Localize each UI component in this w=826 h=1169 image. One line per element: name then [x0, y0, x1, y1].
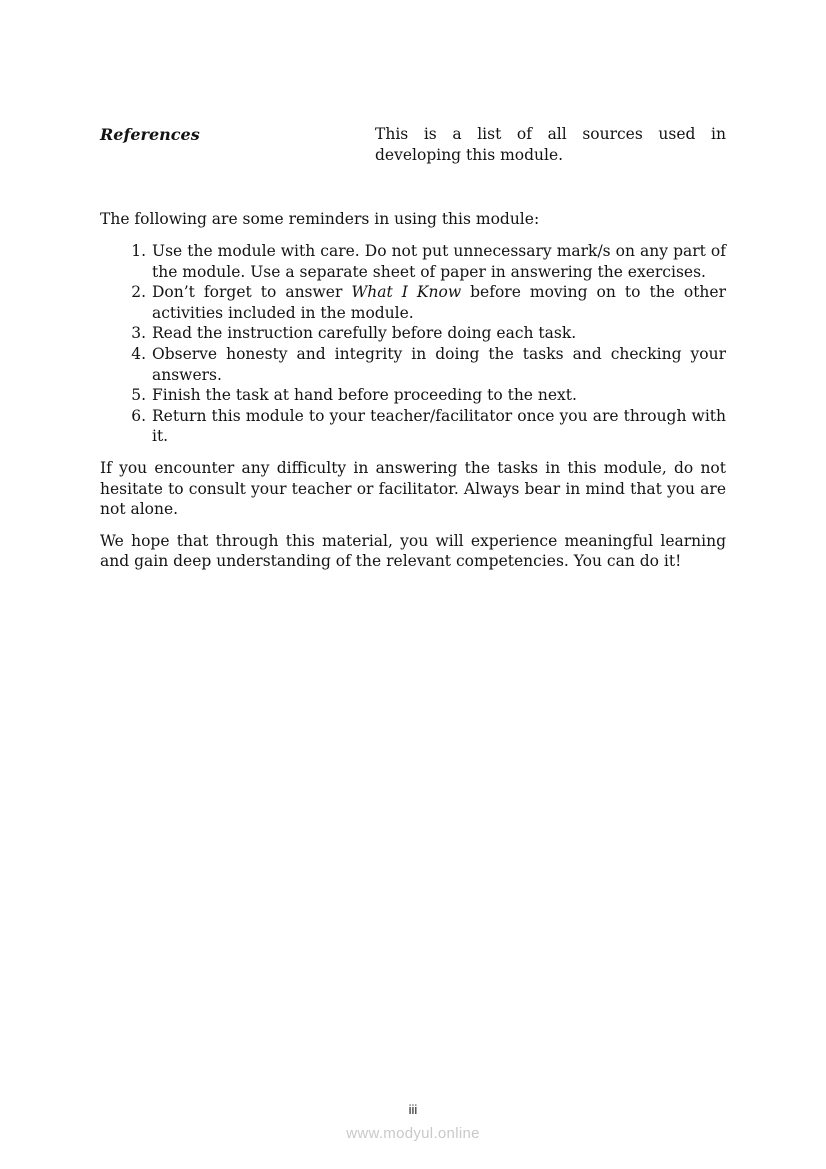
page-content	[100, 0, 726, 572]
reminders-list	[100, 241, 726, 447]
list-item	[151, 406, 726, 447]
list-item-text: Return this module to your teacher/facilitator once you are through with it.	[152, 406, 726, 446]
list-item-text: Observe honesty and integrity in doing the tasks and checking your answers.	[152, 344, 726, 384]
paragraph-encouragement: We hope that through this material, you will experience meaningful learning and gain deep understanding of the relevant competencies. You can do it!	[100, 531, 726, 571]
references-row	[100, 124, 726, 166]
list-item	[151, 323, 726, 344]
list-item-emphasis: What I Know	[351, 283, 462, 302]
list-item-text: before moving on to the other activities included in the module.	[152, 283, 726, 322]
list-item-text: Finish the task at hand before proceeding to the next.	[152, 386, 577, 405]
list-item-text: Use the module with care. Do not put unnecessary mark/s on any part of the module. Use a separate sheet of paper in answering the exercises.	[152, 242, 726, 281]
paragraph-consult: If you encounter any difficulty in answering the tasks in this module, do not hesitate to consult your teacher or facilitator. Always bear in mind that you are not alone.	[100, 458, 726, 519]
references-description: This is a list of all sources used in developing this module.	[375, 125, 726, 164]
page-number: iii	[408, 1102, 418, 1117]
list-item-text: Don’t forget to answer	[152, 283, 352, 302]
list-item-text: Read the instruction carefully before doing each task.	[152, 324, 577, 343]
list-item	[151, 344, 726, 385]
reminders-intro: The following are some reminders in using this module:	[100, 210, 540, 228]
list-item	[151, 241, 726, 282]
list-item	[151, 385, 726, 406]
references-label: References	[100, 125, 200, 144]
watermark-url: www.modyul.online	[346, 1125, 480, 1142]
list-item	[151, 282, 726, 323]
